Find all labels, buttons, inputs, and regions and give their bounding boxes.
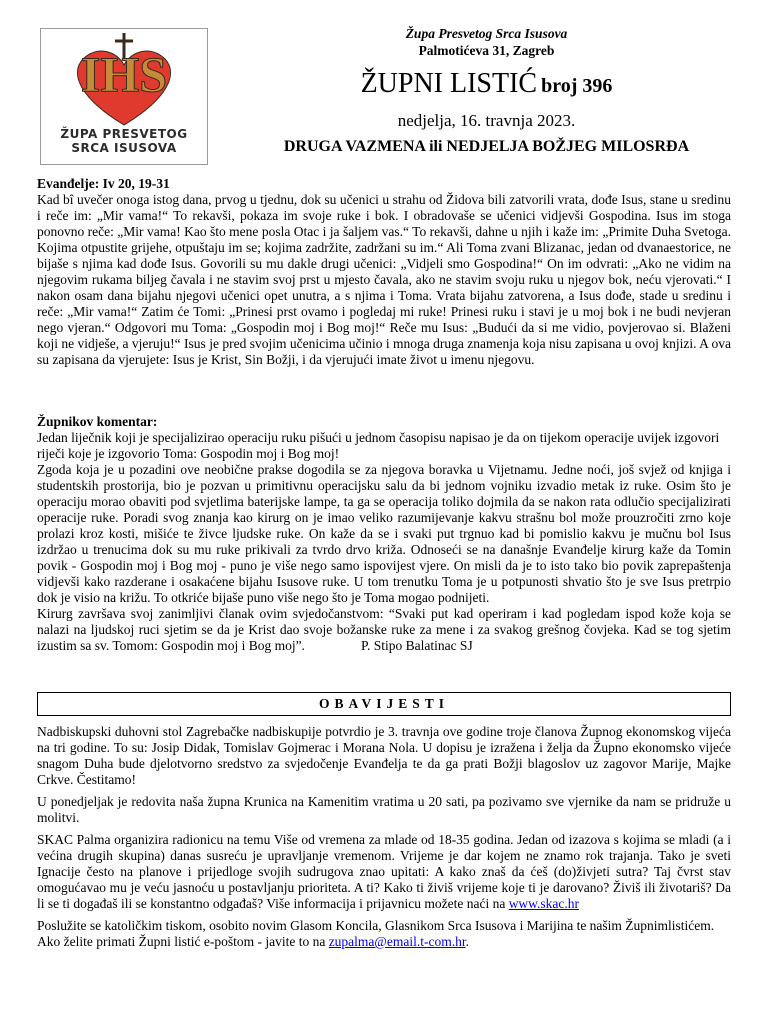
notice-rosary: U ponedjeljak je redovita naša župna Krunica na Kamenitim vratima u 20 sati, pa pozivamo sve vjernike da nam se pridruže u molitvi. — [37, 794, 731, 825]
notice-press: Poslužite se katoličkim tiskom, osobito novim Glasom Koncila, Glasnikom Srca Isusova i Marijina te našim Župnimlistićem. — [37, 918, 715, 933]
commentary-section — [37, 414, 731, 654]
commentary-heading: Župnikov komentar: — [37, 414, 158, 429]
logo-caption — [41, 127, 207, 155]
newsletter-title — [225, 66, 748, 102]
commentary-paragraph-2: Zgoda koja je u pozadini ove neobične prakse dogodila se za njegova boravka u Vijetnamu. Jedne noći, još svjež od knjiga i studentskih prostorija, bio je pozvan u primitivnu operacijsku salu da bi jednom vojniku izvadio metak iz ruke. Osim što je operaciju morao obaviti pod svjetlima baterijske lampe, ta ga se operacija toliko dojmila da se nakon rata odlučio specijalizirati operacije ruke. Poradi svog znanja kao kirurg on je imao veliko razumijevanje kakvu strašnu bol može prouzročiti zrno koje prolazi kroz kosti, mišiće te živce ljudske ruke. On kaže da se i svaki put trgnuo kad bi pomislio kakvu je mučnu bol Isus izdržao u trenucima dok su mu ruke prikivali za tvrdo drvo križa. Odnoseći se na današnje Evanđelje kirurg kaže da Tomin povik - Gospodin moj i Bog moj - puno je više nego samo ispovijest vjere. On misli da je to isto tako bio povik zaprepaštenja vidjevši kako razderane i osakaćene bijahu Isusove ruke. U tom trenutku Toma je u potpunosti shvatio što je sve Isus pretrpio dok je visio na križu. To otkriće bijaše puno više nego što je Toma mogao podnijeti. — [37, 462, 731, 605]
notice-email-text: Ako želite primati Župni listić e-poštom - javite to na — [37, 934, 329, 949]
commentary-paragraph-1: Jedan liječnik koji je specijalizirao operaciju ruku pišući u jednom časopisu napisao je da on tijekom operacije uvijek izgovori riječi koje je izgovorio Toma: Gospodin moj i Bog moj! — [37, 430, 720, 461]
notice-skac — [37, 832, 731, 912]
gospel-section — [37, 176, 731, 368]
gospel-text: Kad bî uvečer onoga istog dana, prvog u tjednu, dok su učenici u strahu od Židova bili zatvorili vrata, dođe Isus, stane u sredinu i reče im: „Mir vama!“ To rekavši, pokaza im svoje ruke i bok. I obradovaše se učenici vidjevši Gospodina. Isus im stoga ponovno reče: „Mir vama! Kao što mene posla Otac i ja šaljem vas.“ To rekavši, dahne u njih i kaže im: „Primite Duha Svetoga. Kojima otpustite grijehe, otpuštaju im se; kojima zadržite, zadržani su im.“ Ali Toma zvani Blizanac, jedan od dvanaestorice, ne bijaše s njima kad dođe Isus. Govorili su mu dakle drugi učenici: „Vidjeli smo Gospodina!“ On im odvrati: „Ako ne vidim na njegovim rukama biljeg čavala i ne stavim svoj prst u mjesto čavala, ako ne stavim svoju ruku u njegov bok, neću vjerovati.“ I nakon osam dana bijahu njegovi učenici opet unutra, a s njima i Toma. Vrata bijahu zatvorena, a Isus dođe, stade u sredinu i reče: „Mir vama!“ Zatim će Tomi: „Prinesi prst ovamo i pogledaj mi ruke! Prinesi ruku i stavi je u moj bok i ne budi nevjeran nego vjeran.“ Odgovori mu Toma: „Gospodin moj i Bog moj!“ Reče mu Isus: „Budući da si me vidio, povjerovao si. Blaženi koji ne vidješe, a vjeruju!“ Isus je pred svojim učenicima učinio i mnoga druga znamenja koja nisu zapisana u ovoj knjizi. A ova su zapisana da vjerujete: Isus je Krist, Sin Božji, i da vjerujući imate život u imenu njegovu. — [37, 192, 731, 367]
parish-logo — [40, 28, 208, 165]
ihs-heart-emblem — [41, 29, 207, 129]
sunday-title: DRUGA VAZMENA ili NEDJELJA BOŽJEG MILOSRĐA — [283, 138, 690, 155]
commentary-paragraph-3-text: Kirurg završava svoj zanimljivi članak ovim svjedočanstvom: “Svaki put kad operiram i kad pogledam ispod kože koja se nalazi na ljudskoj ruci sjetim se da je Krist dao svoje božanske ruke za mene i za svakog grešnog čovjeka. Kad se tog sjetim izustim sa sv. Tomom: Gospodin moj i Bog moj”. — [37, 606, 731, 653]
issue-number: broj 396 — [541, 75, 613, 97]
title-text: ŽUPNI LISTIĆ — [360, 68, 538, 99]
parish-name: Župa Presvetog Srca Isusova — [405, 26, 568, 41]
ihs-monogram: IHS — [80, 46, 168, 102]
logo-caption-line1: ŽUPA PRESVETOG — [60, 127, 188, 141]
parish-address: Palmotićeva 31, Zagreb — [418, 43, 555, 58]
skac-link[interactable]: www.skac.hr — [508, 896, 580, 911]
notice-email — [37, 934, 731, 950]
issue-date: nedjelja, 16. travnja 2023. — [397, 111, 576, 130]
email-link[interactable]: zupalma@email.t-com.hr — [328, 934, 466, 949]
commentary-paragraph-3 — [37, 606, 731, 654]
notice-email-end: . — [465, 934, 469, 949]
notices-section — [37, 724, 731, 950]
logo-caption-line2: SRCA ISUSOVA — [71, 141, 177, 155]
notices-heading: OBAVIJESTI — [37, 692, 731, 716]
gospel-heading: Evanđelje: Iv 20, 19-31 — [37, 176, 170, 191]
notice-council: Nadbiskupski duhovni stol Zagrebačke nadbiskupije potvrdio je 3. travnja ove godine troje članova Župnog ekonomskog vijeća na tri godine. To su: Josip Didak, Tomislav Gojmerac i Morana Nola. U dopisu je izražena i želja da Župno ekonomsko vijeće snagom Duha bude djelotvorno sredstvo za svjedočenje Evanđelja te da ga prati Božji blagoslov uz zagovor Marije, Majke Crkve. Čestitamo! — [37, 724, 731, 787]
commentary-signature: P. Stipo Balatinac SJ — [360, 638, 473, 653]
notice-skac-text: SKAC Palma organizira radionicu na temu Više od vremena za mlade od 18-35 godina. Jedan od izazova s kojima se mladi (a i većina drugih skupina) danas susreću je upravljanje vremenom. Vrijeme je dar kojem ne znamo rok trajanja. Tako je sveti Ignacije često na planove i prijedloge svojih sudrugova znao upitati: A kako znaš da ćeš (do)živjeti sutra? Taj čvrst stav omogućavao mu je veću jasnoću u postavljanju prioriteta. A ti? Kako ti živiš vrijeme koje ti je darovano? Živiš ili životariš? Da li se ti događaš ili se konstantno odgađaš? Više informacija i prijavnicu možete naći na — [37, 832, 731, 911]
